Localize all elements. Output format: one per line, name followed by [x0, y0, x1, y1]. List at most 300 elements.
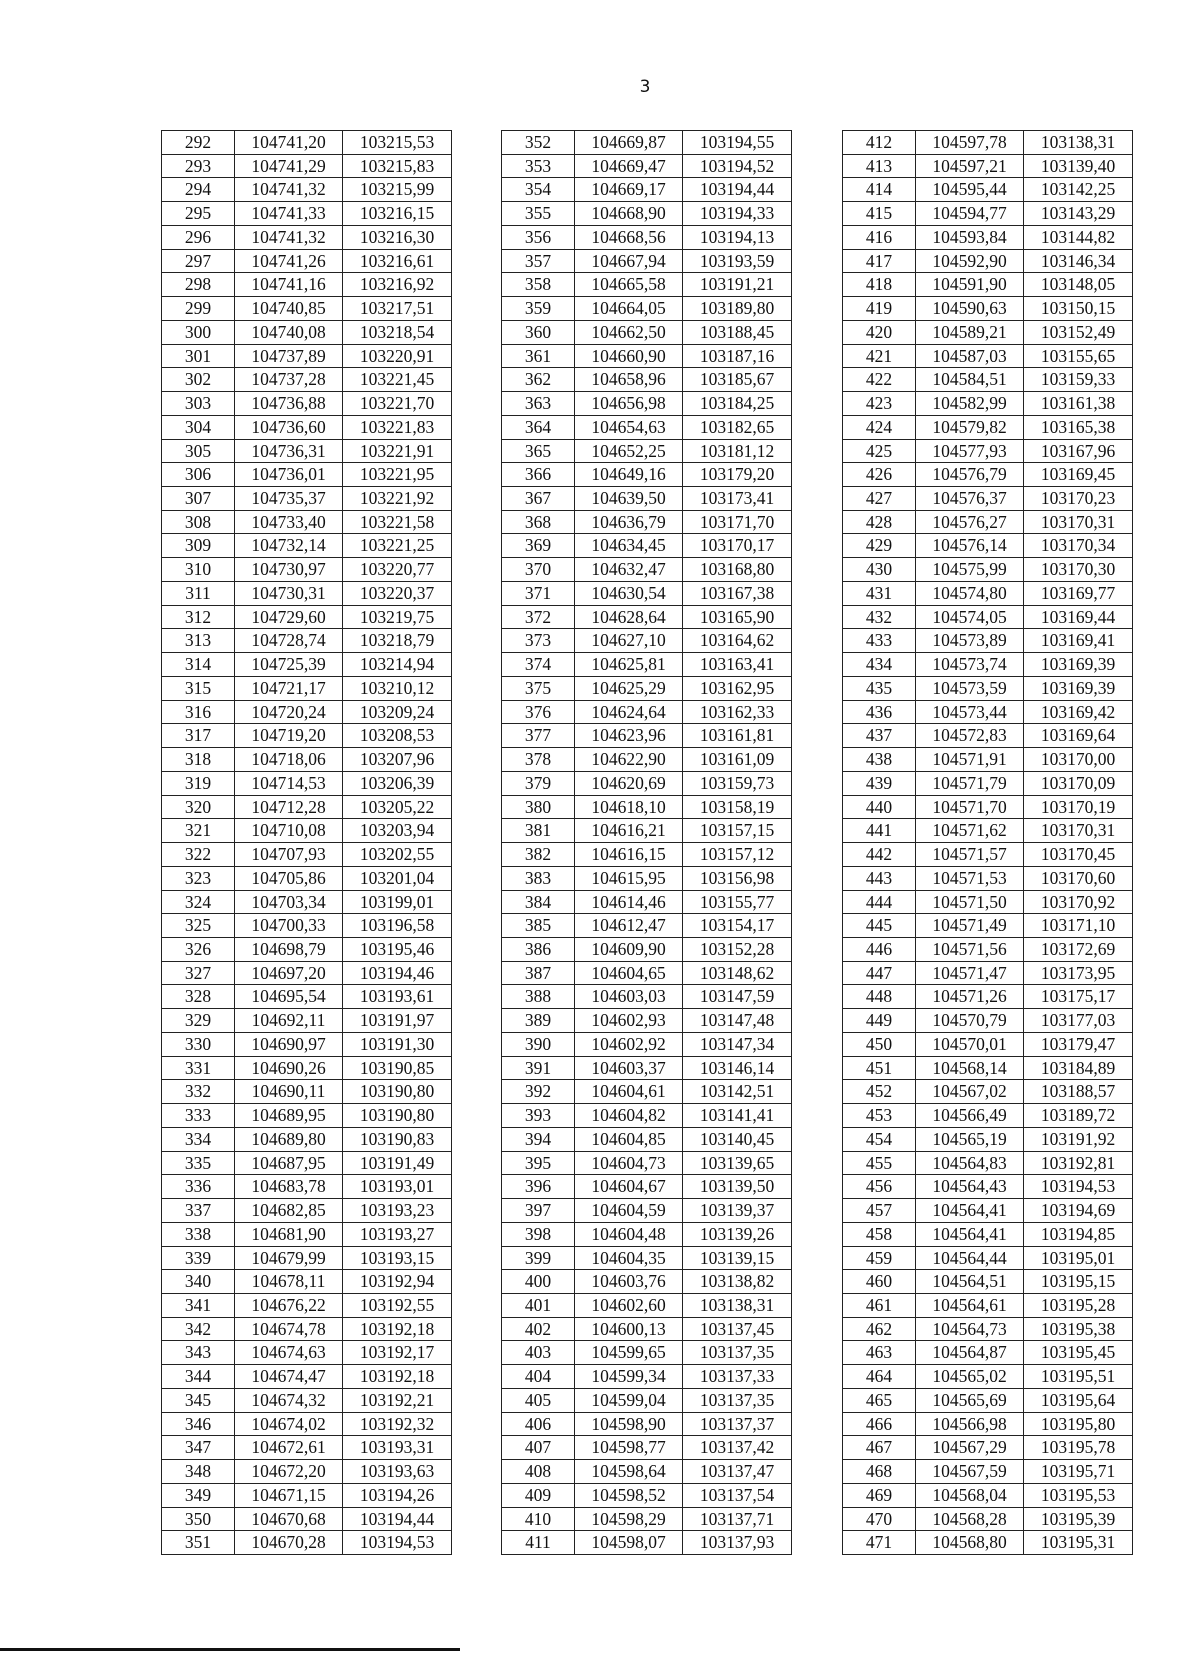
- x-coordinate-cell: 104564,83: [916, 1151, 1024, 1175]
- point-number-cell: 328: [162, 985, 235, 1009]
- y-coordinate-cell: 103161,81: [683, 724, 792, 748]
- y-coordinate-cell: 103169,44: [1024, 605, 1133, 629]
- y-coordinate-cell: 103173,41: [683, 487, 792, 511]
- x-coordinate-cell: 104565,19: [916, 1127, 1024, 1151]
- table-row: [502, 1317, 792, 1341]
- point-number-cell: 373: [502, 629, 575, 653]
- y-coordinate-cell: 103187,16: [683, 344, 792, 368]
- point-number-cell: 457: [843, 1199, 916, 1223]
- point-number-cell: 424: [843, 415, 916, 439]
- table-row: [162, 368, 452, 392]
- x-coordinate-cell: 104728,74: [235, 629, 343, 653]
- point-number-cell: 344: [162, 1365, 235, 1389]
- table-row: [162, 273, 452, 297]
- y-coordinate-cell: 103214,94: [343, 653, 452, 677]
- y-coordinate-cell: 103137,45: [683, 1317, 792, 1341]
- table-row: [502, 344, 792, 368]
- y-coordinate-cell: 103221,45: [343, 368, 452, 392]
- y-coordinate-cell: 103221,70: [343, 392, 452, 416]
- x-coordinate-cell: 104630,54: [575, 581, 683, 605]
- x-coordinate-cell: 104690,26: [235, 1056, 343, 1080]
- point-number-cell: 294: [162, 178, 235, 202]
- table-row: [843, 154, 1133, 178]
- point-number-cell: 446: [843, 937, 916, 961]
- table-row: [162, 1507, 452, 1531]
- x-coordinate-cell: 104604,67: [575, 1175, 683, 1199]
- x-coordinate-cell: 104595,44: [916, 178, 1024, 202]
- y-coordinate-cell: 103217,51: [343, 297, 452, 321]
- point-number-cell: 380: [502, 795, 575, 819]
- x-coordinate-cell: 104564,43: [916, 1175, 1024, 1199]
- point-number-cell: 466: [843, 1412, 916, 1436]
- point-number-cell: 374: [502, 653, 575, 677]
- y-coordinate-cell: 103137,71: [683, 1507, 792, 1531]
- x-coordinate-cell: 104695,54: [235, 985, 343, 1009]
- point-number-cell: 428: [843, 510, 916, 534]
- table-row: [162, 890, 452, 914]
- y-coordinate-cell: 103194,85: [1024, 1222, 1133, 1246]
- point-number-cell: 414: [843, 178, 916, 202]
- x-coordinate-cell: 104662,50: [575, 320, 683, 344]
- table-row: [162, 1412, 452, 1436]
- point-number-cell: 408: [502, 1460, 575, 1484]
- point-number-cell: 451: [843, 1056, 916, 1080]
- y-coordinate-cell: 103156,98: [683, 866, 792, 890]
- point-number-cell: 468: [843, 1460, 916, 1484]
- x-coordinate-cell: 104664,05: [575, 297, 683, 321]
- point-number-cell: 293: [162, 154, 235, 178]
- point-number-cell: 452: [843, 1080, 916, 1104]
- point-number-cell: 304: [162, 415, 235, 439]
- point-number-cell: 465: [843, 1388, 916, 1412]
- table-row: [502, 819, 792, 843]
- table-row: [502, 1341, 792, 1365]
- x-coordinate-cell: 104567,59: [916, 1460, 1024, 1484]
- coordinates-table-2: [501, 130, 792, 1555]
- y-coordinate-cell: 103185,67: [683, 368, 792, 392]
- table-row: [162, 1293, 452, 1317]
- y-coordinate-cell: 103170,31: [1024, 819, 1133, 843]
- point-number-cell: 322: [162, 843, 235, 867]
- table-row: [502, 629, 792, 653]
- x-coordinate-cell: 104612,47: [575, 914, 683, 938]
- x-coordinate-cell: 104564,44: [916, 1246, 1024, 1270]
- point-number-cell: 430: [843, 558, 916, 582]
- x-coordinate-cell: 104674,47: [235, 1365, 343, 1389]
- point-number-cell: 422: [843, 368, 916, 392]
- x-coordinate-cell: 104565,02: [916, 1365, 1024, 1389]
- x-coordinate-cell: 104669,47: [575, 154, 683, 178]
- x-coordinate-cell: 104573,59: [916, 676, 1024, 700]
- y-coordinate-cell: 103219,75: [343, 605, 452, 629]
- x-coordinate-cell: 104577,93: [916, 439, 1024, 463]
- y-coordinate-cell: 103169,39: [1024, 653, 1133, 677]
- x-coordinate-cell: 104571,53: [916, 866, 1024, 890]
- x-coordinate-cell: 104566,98: [916, 1412, 1024, 1436]
- table-row: [843, 320, 1133, 344]
- table-row: [843, 795, 1133, 819]
- table-row: [843, 1080, 1133, 1104]
- y-coordinate-cell: 103218,79: [343, 629, 452, 653]
- x-coordinate-cell: 104568,28: [916, 1507, 1024, 1531]
- y-coordinate-cell: 103137,35: [683, 1341, 792, 1365]
- table-row: [843, 748, 1133, 772]
- table-row: [502, 1436, 792, 1460]
- y-coordinate-cell: 103144,82: [1024, 225, 1133, 249]
- x-coordinate-cell: 104741,16: [235, 273, 343, 297]
- y-coordinate-cell: 103170,34: [1024, 534, 1133, 558]
- x-coordinate-cell: 104597,78: [916, 131, 1024, 155]
- table-row: [843, 534, 1133, 558]
- y-coordinate-cell: 103195,80: [1024, 1412, 1133, 1436]
- point-number-cell: 445: [843, 914, 916, 938]
- x-coordinate-cell: 104603,03: [575, 985, 683, 1009]
- y-coordinate-cell: 103157,15: [683, 819, 792, 843]
- table-row: [162, 1222, 452, 1246]
- point-number-cell: 331: [162, 1056, 235, 1080]
- point-number-cell: 415: [843, 202, 916, 226]
- x-coordinate-cell: 104582,99: [916, 392, 1024, 416]
- point-number-cell: 301: [162, 344, 235, 368]
- x-coordinate-cell: 104571,57: [916, 843, 1024, 867]
- y-coordinate-cell: 103193,23: [343, 1199, 452, 1223]
- y-coordinate-cell: 103169,64: [1024, 724, 1133, 748]
- point-number-cell: 438: [843, 748, 916, 772]
- y-coordinate-cell: 103195,28: [1024, 1293, 1133, 1317]
- table-row: [843, 225, 1133, 249]
- x-coordinate-cell: 104573,89: [916, 629, 1024, 653]
- y-coordinate-cell: 103208,53: [343, 724, 452, 748]
- x-coordinate-cell: 104602,60: [575, 1293, 683, 1317]
- point-number-cell: 314: [162, 653, 235, 677]
- table-row: [162, 202, 452, 226]
- table-row: [843, 961, 1133, 985]
- y-coordinate-cell: 103170,31: [1024, 510, 1133, 534]
- point-number-cell: 297: [162, 249, 235, 273]
- table-row: [843, 1317, 1133, 1341]
- point-number-cell: 337: [162, 1199, 235, 1223]
- x-coordinate-cell: 104740,85: [235, 297, 343, 321]
- table-row: [843, 890, 1133, 914]
- point-number-cell: 436: [843, 700, 916, 724]
- point-number-cell: 419: [843, 297, 916, 321]
- y-coordinate-cell: 103163,41: [683, 653, 792, 677]
- table-row: [502, 1507, 792, 1531]
- y-coordinate-cell: 103170,17: [683, 534, 792, 558]
- x-coordinate-cell: 104733,40: [235, 510, 343, 534]
- y-coordinate-cell: 103209,24: [343, 700, 452, 724]
- table-row: [162, 866, 452, 890]
- point-number-cell: 308: [162, 510, 235, 534]
- x-coordinate-cell: 104672,20: [235, 1460, 343, 1484]
- point-number-cell: 338: [162, 1222, 235, 1246]
- table-row: [502, 1270, 792, 1294]
- y-coordinate-cell: 103184,89: [1024, 1056, 1133, 1080]
- x-coordinate-cell: 104604,73: [575, 1151, 683, 1175]
- y-coordinate-cell: 103196,58: [343, 914, 452, 938]
- table-row: [843, 1483, 1133, 1507]
- x-coordinate-cell: 104564,73: [916, 1317, 1024, 1341]
- x-coordinate-cell: 104603,37: [575, 1056, 683, 1080]
- x-coordinate-cell: 104603,76: [575, 1270, 683, 1294]
- table-row: [843, 937, 1133, 961]
- point-number-cell: 348: [162, 1460, 235, 1484]
- x-coordinate-cell: 104636,79: [575, 510, 683, 534]
- y-coordinate-cell: 103220,91: [343, 344, 452, 368]
- point-number-cell: 342: [162, 1317, 235, 1341]
- table-row: [843, 1436, 1133, 1460]
- x-coordinate-cell: 104729,60: [235, 605, 343, 629]
- y-coordinate-cell: 103155,77: [683, 890, 792, 914]
- point-number-cell: 361: [502, 344, 575, 368]
- x-coordinate-cell: 104576,27: [916, 510, 1024, 534]
- table-row: [162, 1056, 452, 1080]
- x-coordinate-cell: 104571,50: [916, 890, 1024, 914]
- x-coordinate-cell: 104576,79: [916, 463, 1024, 487]
- y-coordinate-cell: 103192,32: [343, 1412, 452, 1436]
- x-coordinate-cell: 104566,49: [916, 1104, 1024, 1128]
- table-row: [502, 1199, 792, 1223]
- table-row: [162, 1199, 452, 1223]
- x-coordinate-cell: 104584,51: [916, 368, 1024, 392]
- x-coordinate-cell: 104674,78: [235, 1317, 343, 1341]
- point-number-cell: 463: [843, 1341, 916, 1365]
- point-number-cell: 300: [162, 320, 235, 344]
- x-coordinate-cell: 104741,33: [235, 202, 343, 226]
- table-row: [502, 415, 792, 439]
- y-coordinate-cell: 103191,49: [343, 1151, 452, 1175]
- table-row: [502, 1365, 792, 1389]
- x-coordinate-cell: 104735,37: [235, 487, 343, 511]
- x-coordinate-cell: 104570,01: [916, 1032, 1024, 1056]
- point-number-cell: 456: [843, 1175, 916, 1199]
- x-coordinate-cell: 104698,79: [235, 937, 343, 961]
- y-coordinate-cell: 103159,73: [683, 771, 792, 795]
- point-number-cell: 298: [162, 273, 235, 297]
- table-row: [162, 629, 452, 653]
- point-number-cell: 384: [502, 890, 575, 914]
- point-number-cell: 386: [502, 937, 575, 961]
- x-coordinate-cell: 104571,91: [916, 748, 1024, 772]
- y-coordinate-cell: 103169,45: [1024, 463, 1133, 487]
- x-coordinate-cell: 104674,63: [235, 1341, 343, 1365]
- point-number-cell: 381: [502, 819, 575, 843]
- y-coordinate-cell: 103189,80: [683, 297, 792, 321]
- table-row: [502, 178, 792, 202]
- y-coordinate-cell: 103194,44: [343, 1507, 452, 1531]
- table-row: [502, 1531, 792, 1555]
- table-row: [502, 771, 792, 795]
- point-number-cell: 409: [502, 1483, 575, 1507]
- x-coordinate-cell: 104589,21: [916, 320, 1024, 344]
- x-coordinate-cell: 104591,90: [916, 273, 1024, 297]
- table-row: [162, 914, 452, 938]
- table-row: [502, 914, 792, 938]
- table-row: [502, 510, 792, 534]
- x-coordinate-cell: 104598,64: [575, 1460, 683, 1484]
- x-coordinate-cell: 104652,25: [575, 439, 683, 463]
- y-coordinate-cell: 103206,39: [343, 771, 452, 795]
- y-coordinate-cell: 103147,48: [683, 1009, 792, 1033]
- point-number-cell: 327: [162, 961, 235, 985]
- table-row: [502, 1222, 792, 1246]
- x-coordinate-cell: 104697,20: [235, 961, 343, 985]
- y-coordinate-cell: 103193,59: [683, 249, 792, 273]
- table-row: [162, 1531, 452, 1555]
- y-coordinate-cell: 103191,21: [683, 273, 792, 297]
- point-number-cell: 421: [843, 344, 916, 368]
- table-row: [502, 463, 792, 487]
- point-number-cell: 385: [502, 914, 575, 938]
- x-coordinate-cell: 104656,98: [575, 392, 683, 416]
- point-number-cell: 295: [162, 202, 235, 226]
- y-coordinate-cell: 103142,51: [683, 1080, 792, 1104]
- point-number-cell: 469: [843, 1483, 916, 1507]
- point-number-cell: 343: [162, 1341, 235, 1365]
- y-coordinate-cell: 103194,53: [343, 1531, 452, 1555]
- x-coordinate-cell: 104571,70: [916, 795, 1024, 819]
- x-coordinate-cell: 104572,83: [916, 724, 1024, 748]
- table-row: [843, 1341, 1133, 1365]
- y-coordinate-cell: 103191,30: [343, 1032, 452, 1056]
- point-number-cell: 292: [162, 131, 235, 155]
- table-row: [162, 605, 452, 629]
- x-coordinate-cell: 104604,61: [575, 1080, 683, 1104]
- y-coordinate-cell: 103170,60: [1024, 866, 1133, 890]
- y-coordinate-cell: 103221,92: [343, 487, 452, 511]
- table-row: [502, 700, 792, 724]
- y-coordinate-cell: 103220,77: [343, 558, 452, 582]
- point-number-cell: 433: [843, 629, 916, 653]
- y-coordinate-cell: 103138,31: [683, 1293, 792, 1317]
- point-number-cell: 367: [502, 487, 575, 511]
- point-number-cell: 420: [843, 320, 916, 344]
- table-row: [502, 795, 792, 819]
- point-number-cell: 311: [162, 581, 235, 605]
- point-number-cell: 333: [162, 1104, 235, 1128]
- y-coordinate-cell: 103171,70: [683, 510, 792, 534]
- point-number-cell: 312: [162, 605, 235, 629]
- y-coordinate-cell: 103192,94: [343, 1270, 452, 1294]
- y-coordinate-cell: 103215,99: [343, 178, 452, 202]
- x-coordinate-cell: 104741,26: [235, 249, 343, 273]
- x-coordinate-cell: 104571,62: [916, 819, 1024, 843]
- y-coordinate-cell: 103146,34: [1024, 249, 1133, 273]
- y-coordinate-cell: 103194,26: [343, 1483, 452, 1507]
- point-number-cell: 356: [502, 225, 575, 249]
- point-number-cell: 359: [502, 297, 575, 321]
- x-coordinate-cell: 104720,24: [235, 700, 343, 724]
- table-row: [502, 249, 792, 273]
- point-number-cell: 334: [162, 1127, 235, 1151]
- table-row: [843, 1388, 1133, 1412]
- x-coordinate-cell: 104732,14: [235, 534, 343, 558]
- point-number-cell: 412: [843, 131, 916, 155]
- x-coordinate-cell: 104564,61: [916, 1293, 1024, 1317]
- table-row: [162, 1460, 452, 1484]
- y-coordinate-cell: 103194,46: [343, 961, 452, 985]
- y-coordinate-cell: 103195,53: [1024, 1483, 1133, 1507]
- y-coordinate-cell: 103189,72: [1024, 1104, 1133, 1128]
- x-coordinate-cell: 104718,06: [235, 748, 343, 772]
- point-number-cell: 460: [843, 1270, 916, 1294]
- table-row: [502, 748, 792, 772]
- table-row: [843, 700, 1133, 724]
- table-row: [843, 1270, 1133, 1294]
- point-number-cell: 442: [843, 843, 916, 867]
- point-number-cell: 375: [502, 676, 575, 700]
- x-coordinate-cell: 104687,95: [235, 1151, 343, 1175]
- y-coordinate-cell: 103181,12: [683, 439, 792, 463]
- x-coordinate-cell: 104689,95: [235, 1104, 343, 1128]
- point-number-cell: 321: [162, 819, 235, 843]
- y-coordinate-cell: 103169,39: [1024, 676, 1133, 700]
- table-row: [843, 653, 1133, 677]
- y-coordinate-cell: 103173,95: [1024, 961, 1133, 985]
- point-number-cell: 372: [502, 605, 575, 629]
- y-coordinate-cell: 103172,69: [1024, 937, 1133, 961]
- point-number-cell: 350: [162, 1507, 235, 1531]
- y-coordinate-cell: 103146,14: [683, 1056, 792, 1080]
- x-coordinate-cell: 104737,28: [235, 368, 343, 392]
- table-row: [502, 1127, 792, 1151]
- point-number-cell: 317: [162, 724, 235, 748]
- table-row: [502, 534, 792, 558]
- y-coordinate-cell: 103165,90: [683, 605, 792, 629]
- table-row: [502, 605, 792, 629]
- table-row: [502, 320, 792, 344]
- table-row: [162, 249, 452, 273]
- y-coordinate-cell: 103193,27: [343, 1222, 452, 1246]
- y-coordinate-cell: 103148,05: [1024, 273, 1133, 297]
- x-coordinate-cell: 104604,48: [575, 1222, 683, 1246]
- x-coordinate-cell: 104730,97: [235, 558, 343, 582]
- x-coordinate-cell: 104571,49: [916, 914, 1024, 938]
- point-number-cell: 318: [162, 748, 235, 772]
- x-coordinate-cell: 104571,47: [916, 961, 1024, 985]
- table-row: [162, 676, 452, 700]
- x-coordinate-cell: 104674,32: [235, 1388, 343, 1412]
- x-coordinate-cell: 104639,50: [575, 487, 683, 511]
- point-number-cell: 400: [502, 1270, 575, 1294]
- x-coordinate-cell: 104692,11: [235, 1009, 343, 1033]
- table-row: [162, 154, 452, 178]
- table-row: [502, 1056, 792, 1080]
- y-coordinate-cell: 103194,69: [1024, 1199, 1133, 1223]
- y-coordinate-cell: 103148,62: [683, 961, 792, 985]
- x-coordinate-cell: 104682,85: [235, 1199, 343, 1223]
- point-number-cell: 391: [502, 1056, 575, 1080]
- y-coordinate-cell: 103202,55: [343, 843, 452, 867]
- table-row: [502, 297, 792, 321]
- x-coordinate-cell: 104568,80: [916, 1531, 1024, 1555]
- point-number-cell: 390: [502, 1032, 575, 1056]
- point-number-cell: 426: [843, 463, 916, 487]
- y-coordinate-cell: 103155,65: [1024, 344, 1133, 368]
- x-coordinate-cell: 104597,21: [916, 154, 1024, 178]
- y-coordinate-cell: 103179,20: [683, 463, 792, 487]
- point-number-cell: 403: [502, 1341, 575, 1365]
- x-coordinate-cell: 104604,59: [575, 1199, 683, 1223]
- x-coordinate-cell: 104600,13: [575, 1317, 683, 1341]
- table-row: [843, 558, 1133, 582]
- x-coordinate-cell: 104564,41: [916, 1199, 1024, 1223]
- table-row: [843, 1293, 1133, 1317]
- y-coordinate-cell: 103138,82: [683, 1270, 792, 1294]
- point-number-cell: 440: [843, 795, 916, 819]
- point-number-cell: 383: [502, 866, 575, 890]
- point-number-cell: 459: [843, 1246, 916, 1270]
